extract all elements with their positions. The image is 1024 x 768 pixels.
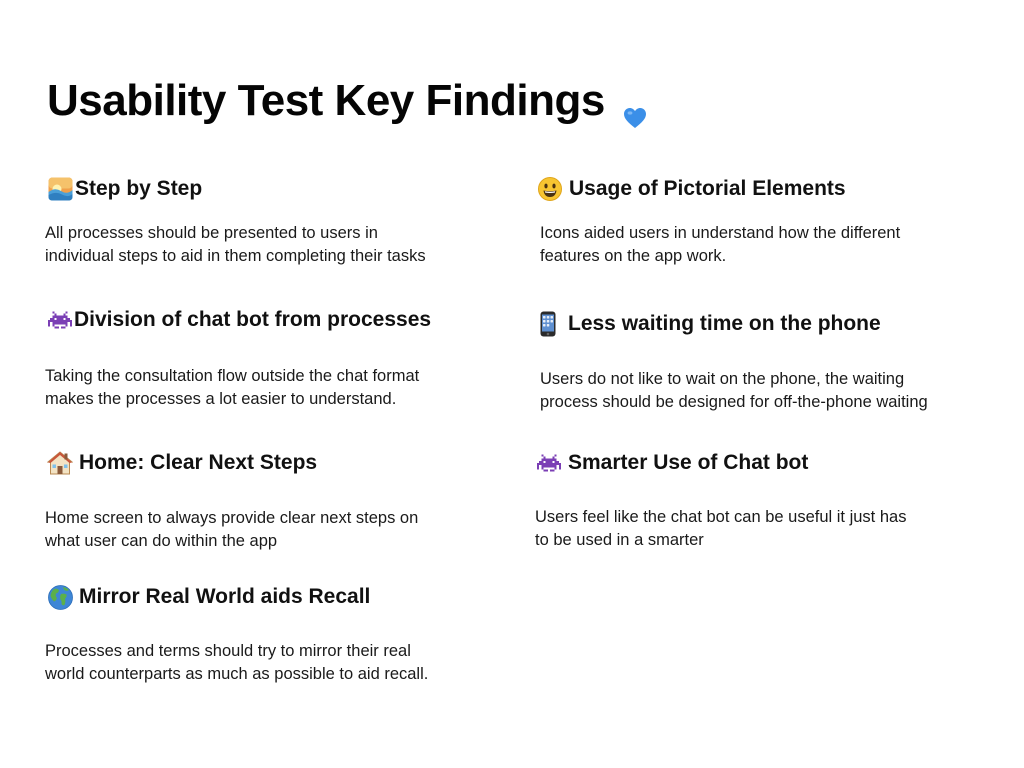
finding-title: Smarter Use of Chat bot bbox=[568, 451, 809, 474]
finding-smarter-use-of-chat-bot bbox=[535, 449, 907, 549]
finding-title: Home: Clear Next Steps bbox=[79, 451, 318, 474]
finding-description bbox=[535, 506, 906, 552]
finding-heading bbox=[47, 306, 431, 334]
finding-line: makes the processes a lot easier to understand. bbox=[45, 390, 397, 408]
finding-line: Processes and terms should try to mirror their real bbox=[45, 642, 411, 660]
finding-line: to be used in a smarter bbox=[535, 531, 704, 549]
finding-line: world counterparts as much as possible to aid recall. bbox=[45, 665, 429, 683]
finding-title: Division of chat bot from processes bbox=[74, 308, 432, 331]
finding-line: Home screen to always provide clear next steps on bbox=[45, 509, 419, 527]
finding-description bbox=[45, 640, 428, 686]
finding-line: All processes should be presented to users in bbox=[45, 224, 378, 242]
finding-mirror-real-world bbox=[45, 583, 429, 683]
finding-description bbox=[45, 507, 418, 553]
finding-heading bbox=[537, 310, 881, 338]
space-invader-icon bbox=[536, 450, 562, 476]
sunrise-picture-icon bbox=[47, 176, 73, 202]
mobile-phone-icon bbox=[537, 311, 559, 337]
finding-description bbox=[540, 222, 900, 268]
finding-division-of-chat-bot bbox=[45, 306, 432, 408]
page-title-text: Usability Test Key Findings bbox=[47, 76, 605, 125]
finding-home-clear-next-steps bbox=[45, 449, 419, 550]
globe-icon bbox=[47, 584, 73, 610]
finding-title: Usage of Pictorial Elements bbox=[569, 177, 846, 200]
finding-title: Less waiting time on the phone bbox=[568, 312, 881, 335]
finding-line: what user can do within the app bbox=[45, 532, 278, 550]
page-title bbox=[47, 72, 641, 130]
finding-line: Users do not like to wait on the phone, the waiting bbox=[540, 370, 905, 388]
smiley-face-icon bbox=[537, 176, 563, 202]
finding-less-waiting-time bbox=[537, 310, 928, 411]
finding-line: Users feel like the chat bot can be useful it just has bbox=[535, 508, 907, 526]
finding-line: Icons aided users in understand how the different bbox=[540, 224, 901, 242]
finding-heading bbox=[47, 175, 202, 203]
finding-description bbox=[45, 222, 426, 268]
finding-line: features on the app work. bbox=[540, 247, 727, 265]
finding-title: Mirror Real World aids Recall bbox=[79, 585, 371, 608]
finding-heading bbox=[47, 449, 317, 477]
finding-pictorial-elements bbox=[537, 175, 901, 265]
finding-heading bbox=[536, 449, 808, 477]
finding-description bbox=[45, 365, 419, 411]
finding-heading bbox=[537, 175, 846, 203]
finding-description bbox=[540, 368, 928, 414]
finding-step-by-step bbox=[45, 175, 426, 265]
finding-line: individual steps to aid in them completing their tasks bbox=[45, 247, 426, 265]
blue-heart-icon bbox=[623, 107, 647, 129]
finding-heading bbox=[47, 583, 370, 611]
house-icon bbox=[47, 450, 73, 476]
finding-line: process should be designed for off-the-phone waiting bbox=[540, 393, 928, 411]
finding-line: Taking the consultation flow outside the chat format bbox=[45, 367, 420, 385]
finding-title: Step by Step bbox=[75, 177, 203, 200]
space-invader-icon bbox=[47, 307, 73, 333]
